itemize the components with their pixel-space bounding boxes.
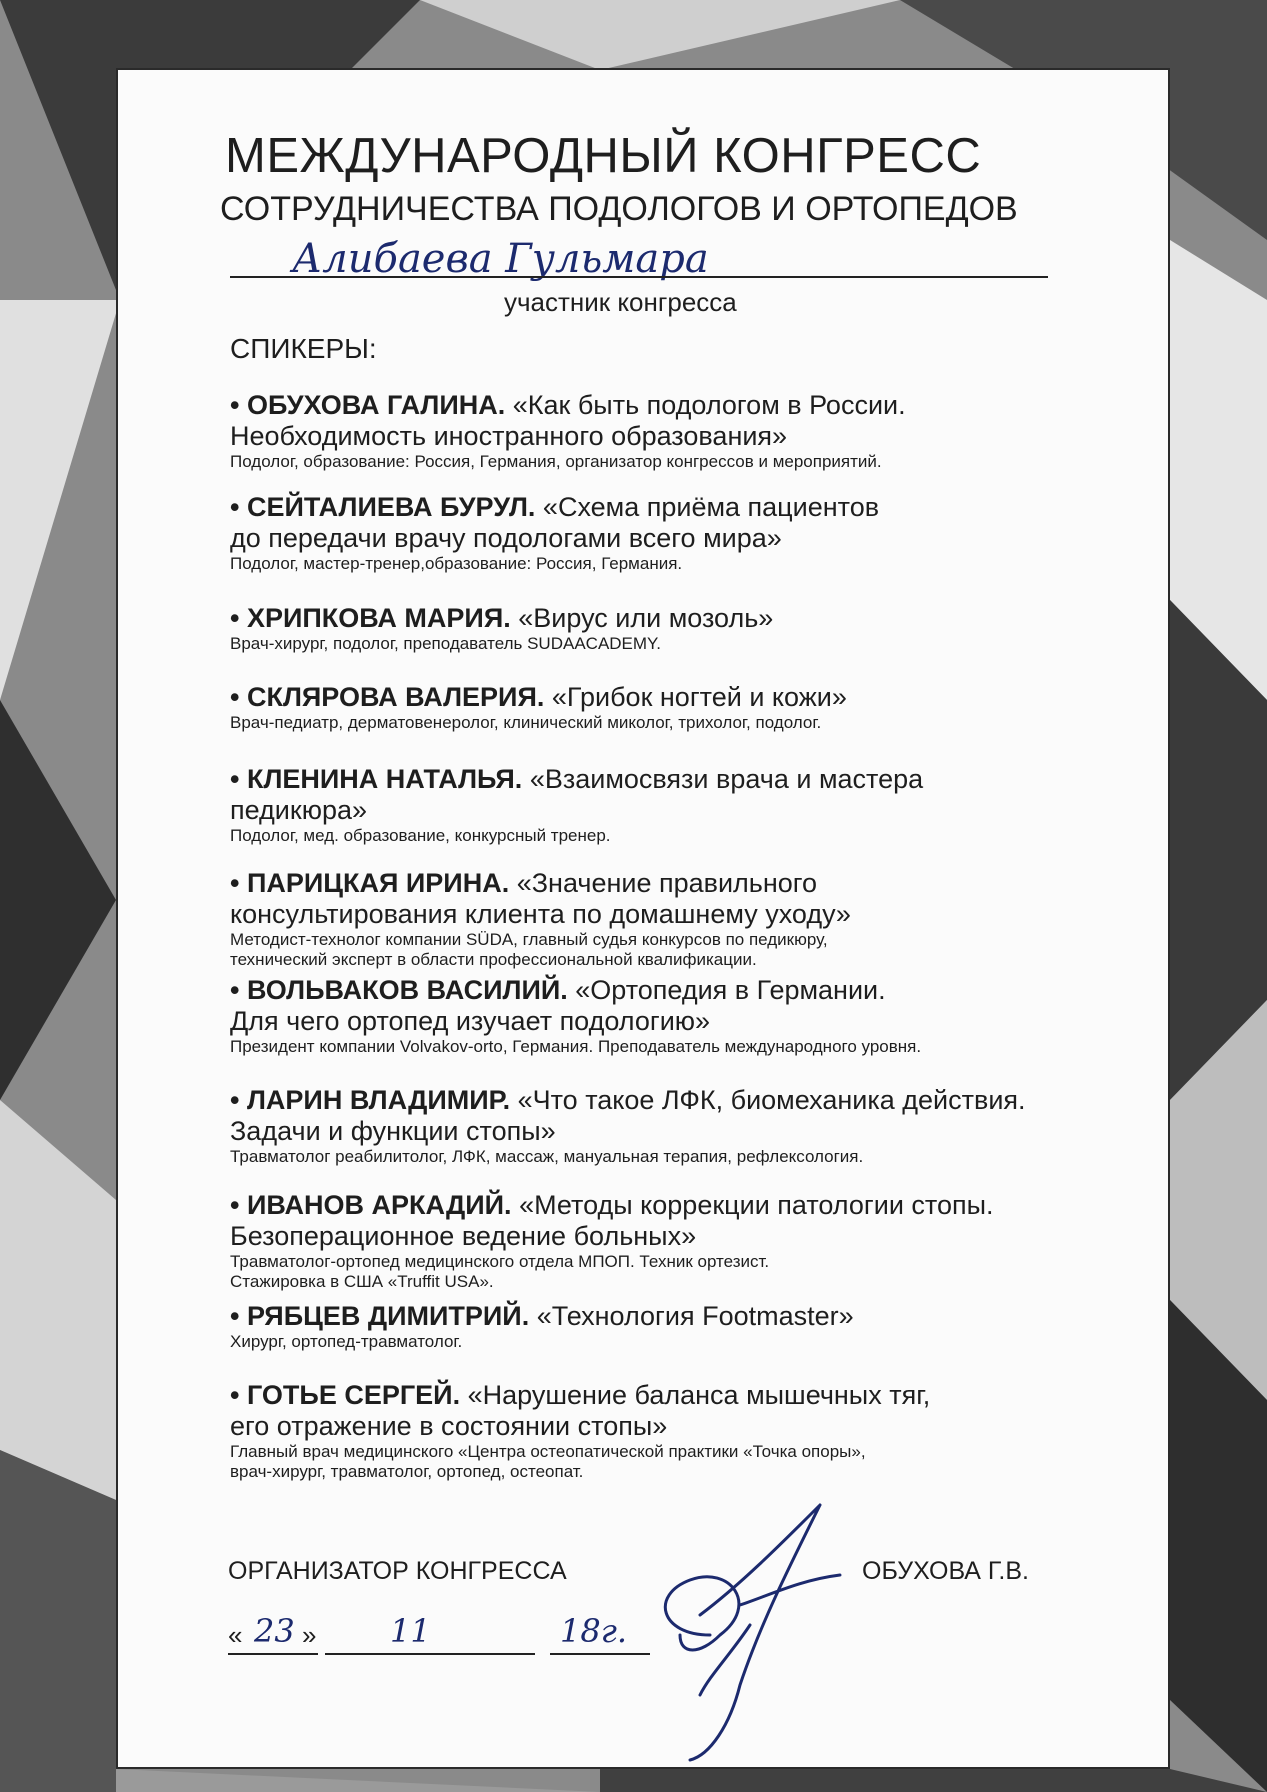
speaker-headline — [230, 1085, 1130, 1116]
speaker-topic: «Взаимосвязи врача и мастера — [522, 764, 924, 794]
speaker-topic: «Как быть подологом в России. — [505, 390, 906, 420]
speaker-topic: «Технология Footmaster» — [529, 1301, 854, 1331]
speaker-topic: «Ортопедия в Германии. — [567, 975, 886, 1005]
speaker-topic: «Схема приёма пациентов — [535, 492, 880, 522]
speaker-bullet: • — [230, 868, 240, 898]
speaker-name: СКЛЯРОВА ВАЛЕРИЯ. — [246, 682, 545, 712]
speaker-description-continued: врач-хирург, травматолог, ортопед, остеопат. — [230, 1462, 584, 1481]
speaker-name: РЯБЦЕВ ДИМИТРИЙ. — [246, 1301, 530, 1331]
participant-name-handwritten: Алибаева Гульмара — [292, 236, 709, 282]
date-day-line — [228, 1653, 318, 1655]
speaker-topic-continued: до передачи врачу подологами всего мира» — [230, 523, 782, 553]
organizer-signature — [640, 1485, 860, 1765]
date-year-line — [550, 1653, 650, 1655]
speaker-headline — [230, 492, 1130, 523]
date-day: 23 — [254, 1612, 295, 1650]
speaker-topic-continued: консультирования клиента по домашнему уходу» — [230, 899, 851, 929]
speaker-headline — [230, 1190, 1130, 1221]
speaker-topic-continued: Необходимость иностранного образования» — [230, 421, 788, 451]
speaker-item — [230, 1190, 1130, 1292]
participant-role: участник конгресса — [504, 287, 737, 317]
speaker-bullet: • — [230, 1085, 240, 1115]
organizer-name: ОБУХОВА Г.В. — [862, 1557, 1029, 1585]
participant-name-line — [230, 276, 1048, 278]
speaker-item — [230, 1301, 1130, 1352]
speaker-description-continued: технический эксперт в области профессиональной квалификации. — [230, 950, 757, 969]
speaker-bullet: • — [230, 764, 240, 794]
speaker-bullet: • — [230, 1301, 240, 1331]
speaker-description: Главный врач медицинского «Центра остеопатической практики «Точка опоры», — [230, 1442, 866, 1461]
date-month: 11 — [390, 1612, 431, 1650]
speaker-topic-continued: Безоперационное ведение больных» — [230, 1221, 697, 1251]
speaker-topic: «Грибок ногтей и кожи» — [544, 682, 847, 712]
speaker-headline — [230, 1380, 1130, 1411]
speakers-heading: СПИКЕРЫ: — [230, 333, 377, 364]
speaker-item — [230, 764, 1130, 846]
date-close-quote: » — [302, 1620, 317, 1650]
speaker-headline — [230, 764, 1130, 795]
speaker-bullet: • — [230, 975, 240, 1005]
date-open-quote: « — [228, 1620, 243, 1650]
speaker-item — [230, 603, 1130, 654]
speaker-item — [230, 492, 1130, 574]
speaker-name: КЛЕНИНА НАТАЛЬЯ. — [246, 764, 523, 794]
speaker-name: ХРИПКОВА МАРИЯ. — [246, 603, 511, 633]
speaker-topic-continued: педикюра» — [230, 795, 367, 825]
speaker-headline — [230, 868, 1130, 899]
speaker-item — [230, 975, 1130, 1057]
speaker-item — [230, 868, 1130, 970]
speaker-description: Подолог, мед. образование, конкурсный тренер. — [230, 826, 611, 845]
speaker-description: Врач-хирург, подолог, преподаватель SUDAACADEMY. — [230, 634, 661, 653]
speaker-description: Подолог, мастер-тренер,образование: Россия, Германия. — [230, 554, 683, 573]
certificate-title: МЕЖДУНАРОДНЫЙ КОНГРЕСС — [225, 129, 982, 183]
speaker-description-continued: Стажировка в США «Truffit USA». — [230, 1272, 494, 1291]
speaker-description: Травматолог-ортопед медицинского отдела МПОП. Техник ортезист. — [230, 1252, 770, 1271]
speaker-name: ПАРИЦКАЯ ИРИНА. — [246, 868, 510, 898]
speaker-headline — [230, 603, 1130, 634]
speaker-name: ВОЛЬВАКОВ ВАСИЛИЙ. — [246, 975, 568, 1005]
speaker-bullet: • — [230, 682, 240, 712]
organizer-label: ОРГАНИЗАТОР КОНГРЕССА — [228, 1557, 567, 1585]
speaker-name: СЕЙТАЛИЕВА БУРУЛ. — [246, 492, 536, 522]
certificate-subtitle: СОТРУДНИЧЕСТВА ПОДОЛОГОВ И ОРТОПЕДОВ — [220, 190, 1018, 228]
date-year: 18г. — [560, 1612, 628, 1650]
speaker-topic-continued: Для чего ортопед изучает подологию» — [230, 1006, 711, 1036]
speaker-bullet: • — [230, 1190, 240, 1220]
speaker-bullet: • — [230, 390, 240, 420]
speaker-headline — [230, 975, 1130, 1006]
speaker-item — [230, 1085, 1130, 1167]
speaker-item — [230, 390, 1130, 472]
speaker-topic: «Вирус или мозоль» — [510, 603, 774, 633]
speaker-description: Подолог, образование: Россия, Германия, организатор конгрессов и мероприятий. — [230, 452, 882, 471]
speaker-bullet: • — [230, 1380, 240, 1410]
speaker-topic: «Методы коррекции патологии стопы. — [511, 1190, 994, 1220]
speaker-topic: «Значение правильного — [509, 868, 818, 898]
speaker-item — [230, 1380, 1130, 1482]
speaker-headline — [230, 682, 1130, 713]
speaker-name: ИВАНОВ АРКАДИЙ. — [246, 1190, 512, 1220]
speaker-bullet: • — [230, 492, 240, 522]
speaker-topic: «Что такое ЛФК, биомеханика действия. — [510, 1085, 1026, 1115]
speaker-topic-continued: Задачи и функции стопы» — [230, 1116, 556, 1146]
speaker-bullet: • — [230, 603, 240, 633]
speaker-headline — [230, 1301, 1130, 1332]
speaker-name: ЛАРИН ВЛАДИМИР. — [246, 1085, 511, 1115]
date-month-line — [325, 1653, 535, 1655]
speaker-description: Методист-технолог компании SÜDA, главный судья конкурсов по педикюру, — [230, 930, 828, 949]
speaker-item — [230, 682, 1130, 733]
speaker-name: ОБУХОВА ГАЛИНА. — [246, 390, 506, 420]
speaker-description: Травматолог реабилитолог, ЛФК, массаж, мануальная терапия, рефлексология. — [230, 1147, 864, 1166]
speaker-description: Хирург, ортопед-травматолог. — [230, 1332, 463, 1351]
speaker-name: ГОТЬЕ СЕРГЕЙ. — [246, 1380, 461, 1410]
speaker-topic: «Нарушение баланса мышечных тяг, — [460, 1380, 931, 1410]
speaker-topic-continued: его отражение в состоянии стопы» — [230, 1411, 668, 1441]
speaker-headline — [230, 390, 1130, 421]
speaker-description: Президент компании Volvakov-orto, Германия. Преподаватель международного уровня. — [230, 1037, 922, 1056]
speaker-description: Врач-педиатр, дерматовенеролог, клинический миколог, трихолог, подолог. — [230, 713, 822, 732]
